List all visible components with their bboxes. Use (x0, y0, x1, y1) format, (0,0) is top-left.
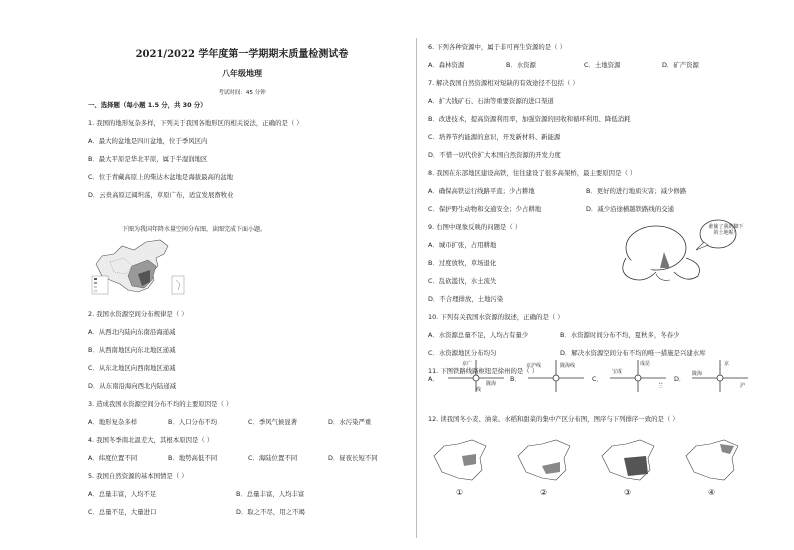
crop-map-4 (686, 440, 738, 480)
q8-stem: 8. 我国在东部地区建设高铁，往往建设了很多高架桥，最主要原因是（ ） (428, 169, 637, 177)
q10-option-c[interactable]: C．水资源地区分布均匀 (428, 349, 497, 357)
q5-options-ab (88, 485, 408, 503)
rail-label-b[interactable]: B． (510, 375, 521, 383)
exam-subtitle: 八年级地理 (222, 69, 262, 78)
rail-d-text-1: 京 (724, 361, 730, 367)
q2-option-d[interactable]: D．从东南沿海向西北内陆递减 (88, 382, 176, 390)
map-caption: 下图为我国年降水量空间分布图，读图完成下面小题。 (122, 226, 267, 233)
rail-b-text-1: 京沪线 (526, 363, 542, 369)
q7-option-b[interactable]: B．改进技术，提高资源利用率，加强资源的回收和循环利用、降低消耗 (428, 115, 631, 123)
q5-option-c[interactable]: C．总量不足，大量进口 (88, 508, 157, 516)
q6-option-a[interactable]: A．森林资源 (428, 61, 465, 69)
q6-option-c[interactable]: C．土地资源 (584, 61, 621, 69)
q5-option-a[interactable]: A．总量丰富，人均不足 (88, 490, 157, 498)
q5-option-d[interactable]: D．取之不尽，用之不竭 (236, 508, 305, 516)
rail-a-text-1: 京广 (462, 361, 473, 367)
q5-stem: 5. 我国自然资源的基本国情是（ ） (88, 472, 188, 480)
crop-distribution-maps (428, 436, 768, 496)
q9-option-c[interactable]: C．乱砍滥伐，水土流失 (428, 277, 497, 285)
q1-option-b[interactable]: B．最大平原是华北平原，属于半湿润地区 (88, 155, 208, 163)
q3-option-b[interactable]: B．人口分布不均 (168, 418, 218, 426)
crop-map-3 (602, 440, 654, 480)
q6-options (428, 56, 768, 74)
q10-stem: 10. 下列有关我国水资源的叙述，正确的是（ ） (428, 313, 564, 321)
rail-c-text-2: 宝成 (612, 369, 623, 375)
q3-option-d[interactable]: D．水污染严重 (328, 418, 372, 426)
q9-option-b[interactable]: B．过度放牧，草场退化 (428, 259, 497, 267)
crop-map-num-2: ② (540, 488, 548, 497)
q8-option-d[interactable]: D．减少沿途横越铁路线的交通 (586, 205, 674, 213)
column-divider (416, 38, 417, 538)
rail-c-text-3: 兰 (658, 383, 664, 389)
q1-option-a[interactable]: A．最大的盆地是四川盆地，位于季风区内 (88, 137, 208, 145)
rail-c-text-1: 成昆 (640, 361, 651, 367)
crop-map-1 (434, 440, 486, 480)
q2-option-c[interactable]: C．从东北地区向西南地区递减 (88, 364, 176, 372)
precipitation-map (88, 236, 188, 298)
q2-stem: 2. 我国水资源空间分布规律是（ ） (88, 310, 188, 318)
q3-option-a[interactable]: A．地形复杂多样 (88, 418, 138, 426)
left-column-top (88, 96, 408, 204)
q4-option-b[interactable]: B．地势高低不同 (168, 454, 218, 462)
rail-label-a[interactable]: A． (428, 375, 439, 383)
q8-option-c[interactable]: C．保护野生动物和交通安全；少占耕地 (428, 205, 542, 213)
exam-title: 2021/2022 学年度第一学期期末质量检测试卷 (135, 49, 349, 60)
crop-map-num-1: ① (456, 488, 464, 497)
q10-options-ab (428, 326, 768, 344)
rail-options (428, 358, 768, 394)
exam-time: 考试时间：45 分钟 (218, 90, 266, 96)
q8-options-ab (428, 182, 768, 200)
q8-option-b[interactable]: B．更好的进行地质灾害；减少修路 (586, 187, 687, 195)
q1-option-c[interactable]: C．位于青藏高原上的柴达木盆地是海拔最高的盆地 (88, 173, 234, 181)
q10-option-d[interactable]: D．解决水资源空间分布不均的唯一措施是兴建水库 (560, 349, 706, 357)
section-heading: 一、选择题（每小题 1.5 分，共 30 分） (88, 101, 207, 109)
crop-map-2 (518, 440, 570, 480)
q5-option-b[interactable]: B．总量丰富，人均丰富 (236, 490, 305, 498)
q4-option-c[interactable]: C．海陆位置不同 (248, 454, 298, 462)
crop-map-num-3: ③ (624, 488, 632, 497)
q3-stem: 3. 造成我国水资源空间分布不均的主要原因是（ ） (88, 400, 233, 408)
q4-option-a[interactable]: A．纬度位置不同 (88, 454, 138, 462)
rail-b-text-2: 陇海线 (560, 363, 576, 369)
q2-option-b[interactable]: B．从西南地区向东北地区递减 (88, 346, 176, 354)
q4-stem: 4. 我国冬季南北温差大，其根本原因是（ ） (88, 436, 214, 444)
rail-a-text-2: 陇海 (486, 381, 497, 387)
q8-option-a[interactable]: A．确保高铁运行线路平直；少占耕地 (428, 187, 535, 195)
q5-options-cd (88, 503, 408, 521)
q7-option-a[interactable]: A．扩大钱矿石、石油等重要资源的进口渠道 (428, 97, 554, 105)
q9-stem: 9. 右图中现象反映的问题是（ ） (428, 223, 522, 231)
q7-option-d[interactable]: D．不惜一切代价扩大本国自然资源的开发力度 (428, 151, 561, 159)
left-column-bottom (88, 305, 408, 521)
q4-option-d[interactable]: D．昼夜长短不同 (328, 454, 378, 462)
q7-option-c[interactable]: C．培养节约能源的意识，开发新材料、新能源 (428, 133, 561, 141)
rail-d-text-2: 陇海 (692, 371, 703, 377)
q10-option-b[interactable]: B．水资源时间分布不均，夏秋多，冬春少 (560, 331, 680, 339)
rail-d-text-3: 沪 (740, 383, 746, 389)
right-column-top (428, 38, 768, 380)
q6-stem: 6. 下列各种资源中，属于非可再生资源的是（ ） (428, 43, 566, 51)
q12-block (428, 410, 778, 428)
q9-option-d[interactable]: D．不合理排放，土地污染 (428, 295, 504, 303)
q9-option-a[interactable]: A．城市扩张，占用耕地 (428, 241, 497, 249)
q6-option-b[interactable]: B．水资源 (506, 61, 536, 69)
q1-option-d[interactable]: D．云贵高原辽阔坦荡，草原广布，适宜发展畜牧业 (88, 191, 234, 199)
q4-options (88, 449, 408, 467)
rail-label-d[interactable]: D． (674, 375, 686, 383)
q7-stem: 7. 解决我国自然资源相对短缺的有效途径不包括（ ） (428, 79, 579, 87)
rail-label-c[interactable]: C． (592, 375, 603, 383)
cartoon-bubble-text: 谁偷了我的脚下的土地呢！ (708, 224, 744, 236)
q11-stem: 11. 下图铁路线路枢纽是徐州的是（ ） (428, 367, 539, 375)
q3-option-c[interactable]: C．季风气候显著 (248, 418, 298, 426)
q12-stem: 12. 读我国冬小麦、油菜、水稻和甜菜的集中产区分布图，图序与下列排序一致的是（ ） (428, 415, 679, 423)
crop-map-num-4: ④ (708, 488, 716, 497)
q10-option-a[interactable]: A．水资源总量不足，人均占有量少 (428, 331, 529, 339)
q2-option-a[interactable]: A．从西北内陆向东南沿海递减 (88, 328, 176, 336)
q3-options (88, 413, 408, 431)
rail-a-text-3: 线 (476, 387, 482, 393)
q6-option-d[interactable]: D．矿产资源 (662, 61, 699, 69)
q1-stem: 1. 我国的地形复杂多样，下列关于我国各地形区的相关说法，正确的是（ ） (88, 119, 303, 127)
